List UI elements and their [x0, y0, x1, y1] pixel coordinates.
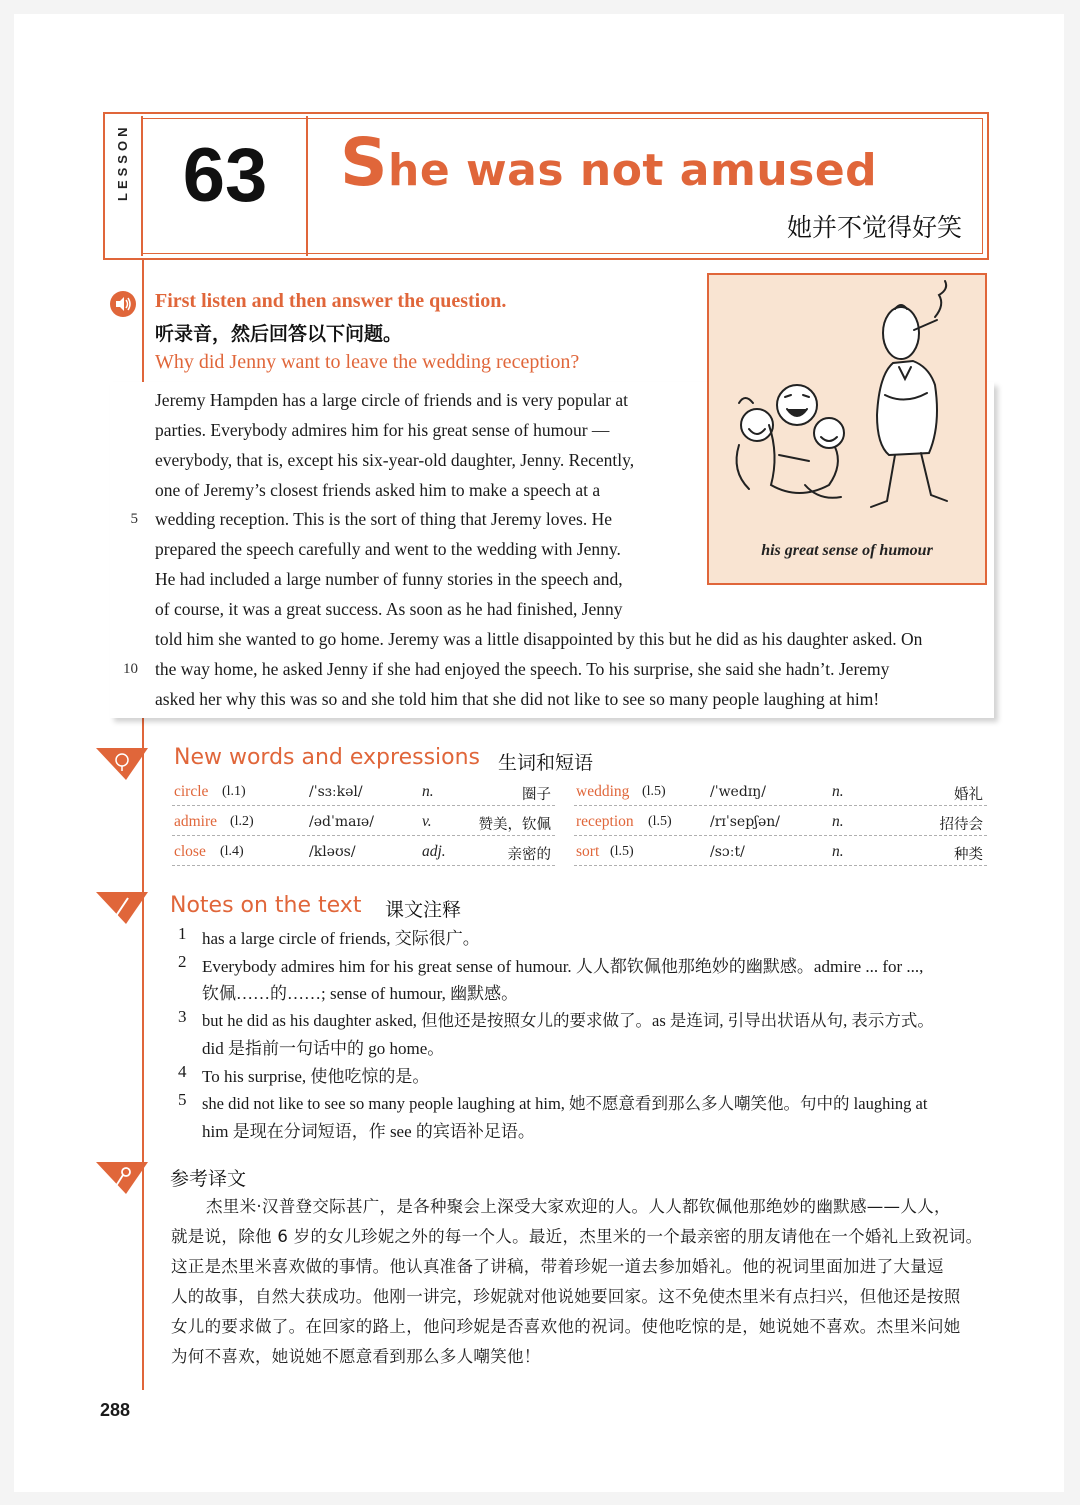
lesson-number: 63 — [182, 133, 268, 218]
vocab-row: reception (l.5) /rɪˈsepʃən/ n. 招待会 — [574, 811, 987, 836]
translation-line: 人的故事，自然大获成功。他刚一讲完，珍妮就对他说她要回家。这不免使杰里米有点扫兴，但他还是按照 — [171, 1287, 961, 1306]
title-initial: S — [340, 124, 389, 201]
cartoon-drawing — [709, 275, 985, 540]
illustration-caption: his great sense of humour — [761, 542, 933, 559]
translation-line: 女儿的要求做了。在回家的路上，他问珍妮是否喜欢他的祝词。使他吃惊的是，她说她不喜欢。杰里米问她 — [171, 1317, 961, 1336]
vocab-row: circle (l.1) /ˈsɜːkəl/ n. 圈子 — [172, 781, 555, 806]
lesson-label: LESSON — [115, 123, 130, 201]
note-number: 3 — [178, 1007, 187, 1026]
line-number: 10 — [123, 661, 138, 677]
note-number: 1 — [178, 924, 187, 943]
note-number: 4 — [178, 1062, 187, 1081]
note-line: 钦佩……的……; sense of humour, 幽默感。 — [202, 984, 519, 1003]
note-line: but he did as his daughter asked, 但他还是按照女儿的要求做了。as 是连词, 引导出状语从句, 表示方式。 — [202, 1011, 934, 1030]
passage-line: prepared the speech carefully and went to the wedding with Jenny. — [155, 539, 621, 559]
header-divider — [306, 116, 308, 256]
vocab-row: sort (l.5) /sɔːt/ n. 种类 — [574, 841, 987, 866]
line-number: 5 — [130, 511, 138, 527]
note-line: has a large circle of friends, 交际很广。 — [202, 929, 480, 948]
vocab-heading-cn: 生词和短语 — [498, 752, 594, 774]
passage-line: the way home, he asked Jenny if she had enjoyed the speech. To his surprise, she said she hadn’t. Jeremy — [155, 659, 890, 679]
passage-line: of course, it was a great success. As soon as he had finished, Jenny — [155, 599, 623, 619]
passage-line: told him she wanted to go home. Jeremy was a little disappointed by this but he did as his daughter asked. On — [155, 629, 923, 649]
note-line: him 是现在分词短语，作 see 的宾语补足语。 — [202, 1122, 535, 1141]
note-number: 2 — [178, 952, 187, 971]
listen-instruction: First listen and then answer the question. — [155, 290, 507, 312]
note-line: To his surprise, 使他吃惊的是。 — [202, 1067, 430, 1086]
translation-heading: 参考译文 — [170, 1168, 247, 1190]
passage-line: asked her why this was so and she told him that she did not like to see so many people laughing at him! — [155, 689, 880, 709]
illustration — [707, 273, 987, 585]
pen-icon — [96, 890, 148, 924]
passage-line: parties. Everybody admires him for his great sense of humour — — [155, 420, 610, 440]
translation-line: 杰里米·汉普登交际甚广，是各种聚会上深受大家欢迎的人。人人都钦佩他那绝妙的幽默感——人人， — [206, 1197, 951, 1216]
passage-line: wedding reception. This is the sort of thing that Jeremy loves. He — [155, 509, 613, 529]
translation-line: 就是说，除他 6 岁的女儿珍妮之外的每一个人。最近，杰里米的一个最亲密的朋友请他在一个婚礼上致祝词。 — [171, 1227, 983, 1246]
key-icon — [96, 1160, 148, 1194]
vocab-row: wedding (l.5) /ˈwedɪŋ/ n. 婚礼 — [574, 781, 987, 806]
translation-line: 这正是杰里米喜欢做的事情。他认真准备了讲稿，带着珍妮一道去参加婚礼。他的祝词里面加进了大量逗 — [171, 1257, 944, 1276]
title-rest: he was not amused — [388, 145, 878, 196]
passage-line: everybody, that is, except his six-year-old daughter, Jenny. Recently, — [155, 450, 635, 470]
note-line: Everybody admires him for his great sense of humour. 人人都钦佩他那绝妙的幽默感。admire ... for ..., — [202, 957, 924, 976]
listen-question: Why did Jenny want to leave the wedding reception? — [155, 351, 580, 373]
passage-line: one of Jeremy’s closest friends asked him to make a speech at a — [155, 480, 601, 500]
speaker-icon — [110, 291, 136, 317]
notes-heading: Notes on the text — [170, 893, 362, 918]
note-line: she did not like to see so many people laughing at him, 她不愿意看到那么多人嘲笑他。句中的 laughing at — [202, 1094, 928, 1113]
listen-instruction-cn: 听录音，然后回答以下问题。 — [155, 323, 403, 345]
vocab-heading: New words and expressions — [174, 745, 481, 770]
page-number: 288 — [100, 1400, 131, 1420]
note-line: did 是指前一句话中的 go home。 — [202, 1039, 445, 1058]
note-number: 5 — [178, 1090, 187, 1109]
lightbulb-icon — [96, 746, 148, 780]
passage-line: He had included a large number of funny stories in the speech and, — [155, 569, 623, 589]
passage-line: Jeremy Hampden has a large circle of friends and is very popular at — [155, 390, 628, 410]
vocab-row: close (l.4) /kləʊs/ adj. 亲密的 — [172, 841, 555, 866]
translation-line: 为何不喜欢，她说她不愿意看到那么多人嘲笑他！ — [171, 1347, 541, 1366]
lesson-title-cn: 她并不觉得好笑 — [786, 213, 962, 242]
notes-heading-cn: 课文注释 — [385, 899, 462, 921]
lesson-title — [340, 124, 980, 204]
vocab-row: admire (l.2) /ədˈmaɪə/ v. 赞美，钦佩 — [172, 811, 555, 836]
